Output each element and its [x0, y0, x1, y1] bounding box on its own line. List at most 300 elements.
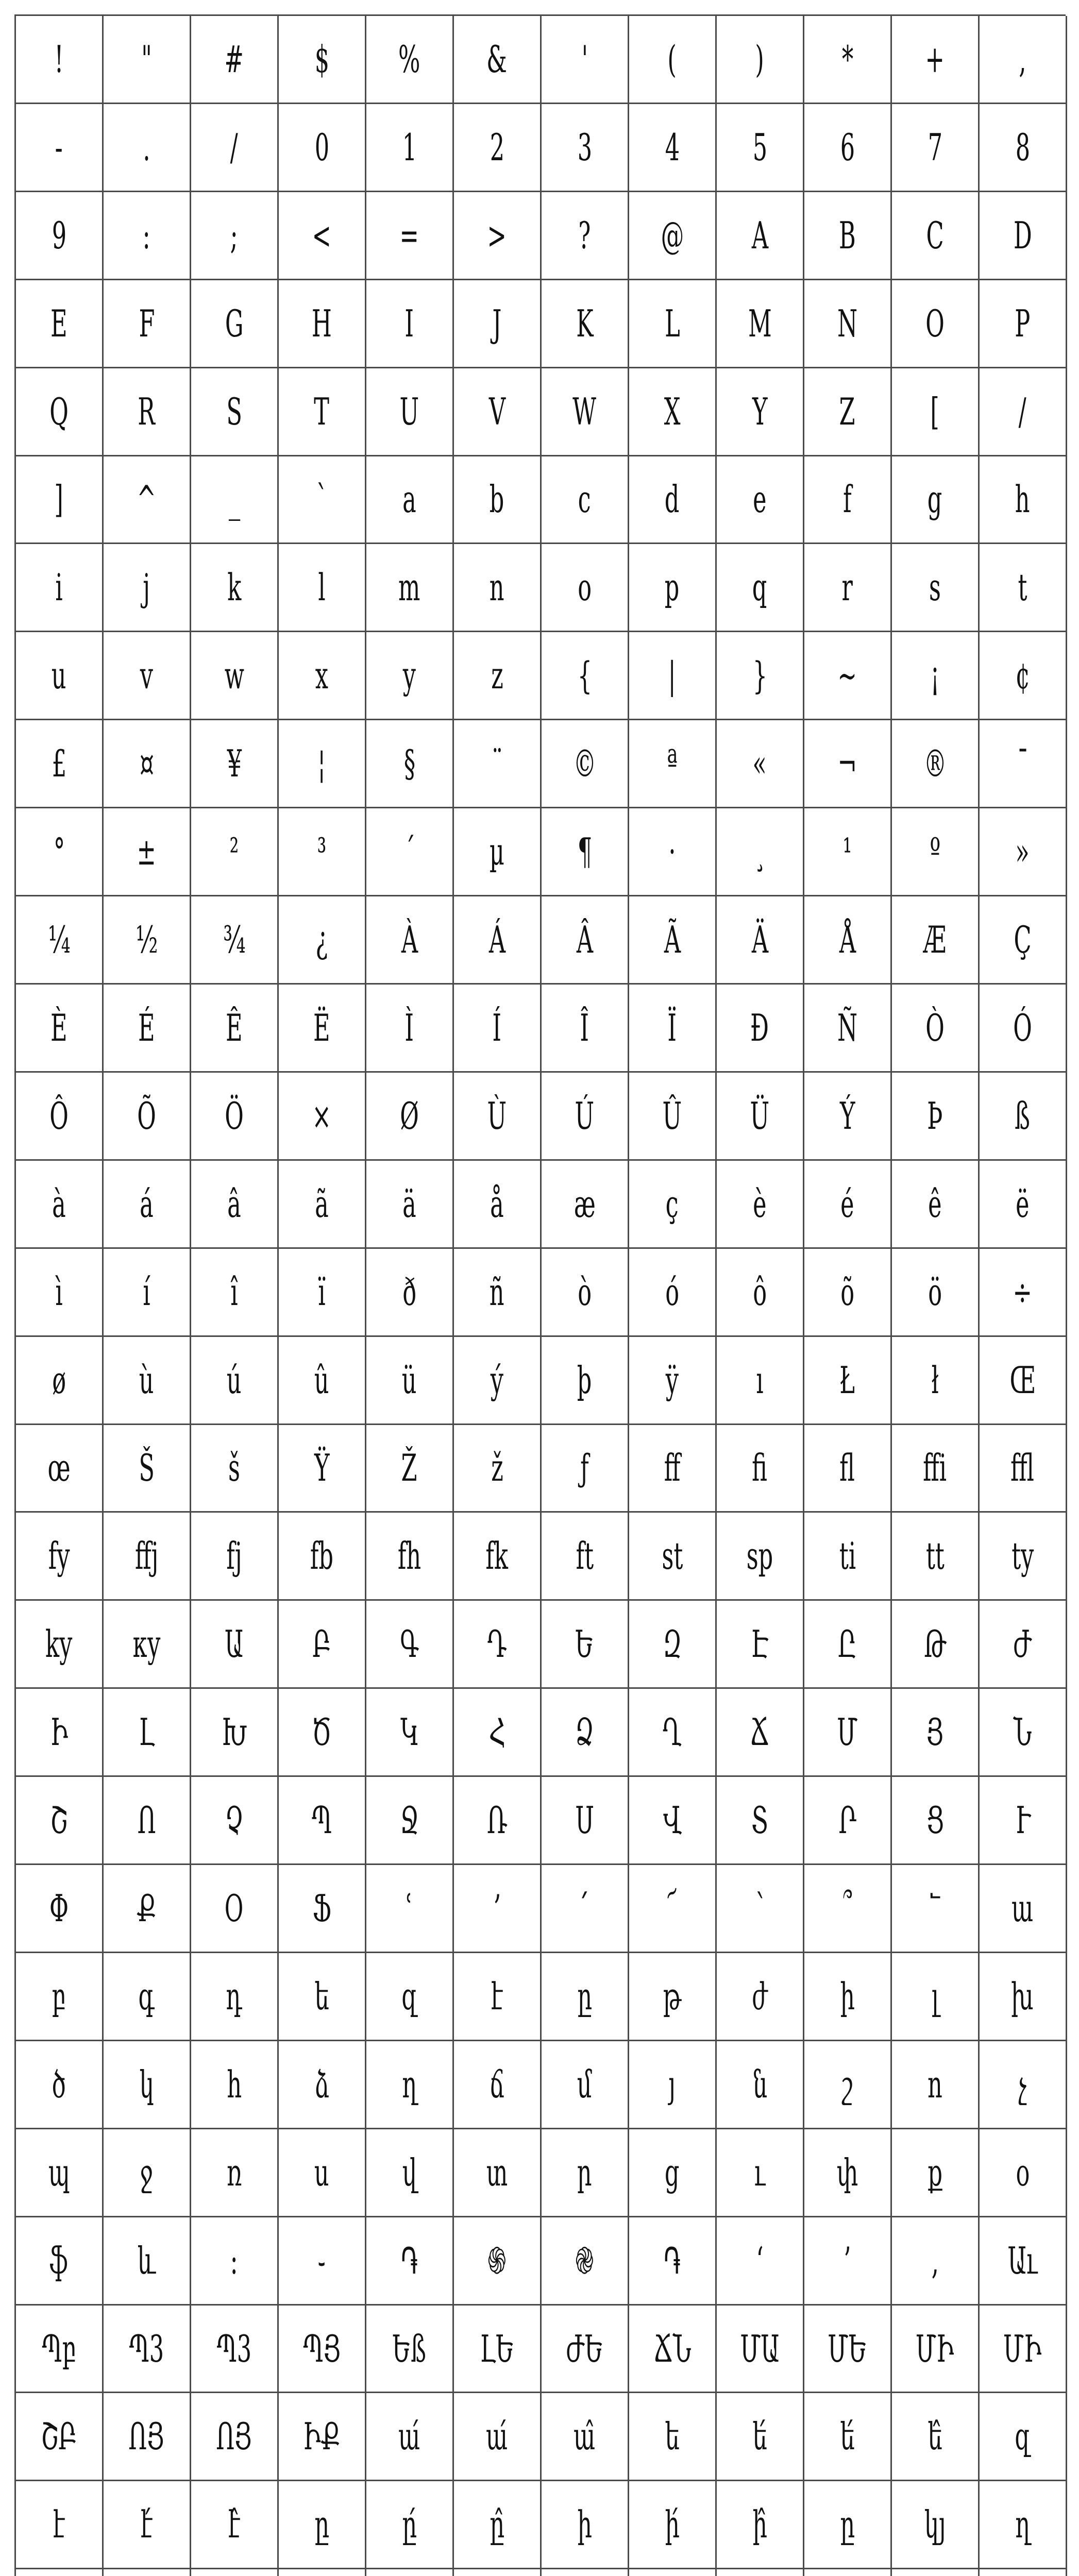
- glyph: ռ: [226, 2150, 242, 2194]
- glyph-cell: [717, 2217, 804, 2306]
- glyph-cell: [16, 2129, 104, 2217]
- glyph: գ: [138, 1974, 155, 2018]
- glyph: տ: [486, 2150, 508, 2194]
- glyph: {: [577, 654, 592, 698]
- glyph: ՃՆ: [653, 2327, 692, 2370]
- glyph: st: [662, 1534, 683, 1578]
- glyph: ©: [573, 742, 596, 786]
- glyph: œ: [47, 1446, 71, 1490]
- glyph: Â: [576, 918, 593, 962]
- glyph-cell: [629, 368, 717, 456]
- glyph-cell: [191, 1337, 279, 1425]
- glyph-cell: [191, 456, 279, 545]
- glyph-cell: [892, 2393, 980, 2481]
- glyph: Û: [662, 1094, 682, 1138]
- glyph: ó: [665, 1270, 679, 1314]
- glyph-cell: [892, 896, 980, 985]
- glyph: fy: [48, 1534, 70, 1578]
- glyph: Փ: [49, 1886, 69, 1930]
- glyph-cell: [454, 720, 542, 808]
- glyph-cell: [454, 2569, 542, 2576]
- glyph-cell: [980, 456, 1067, 545]
- glyph: I: [404, 301, 414, 345]
- glyph-cell: [279, 2481, 366, 2569]
- glyph: Î: [580, 1006, 589, 1049]
- glyph-cell: [104, 985, 191, 1073]
- glyph-cell: [980, 1337, 1067, 1425]
- glyph: å: [490, 1182, 504, 1226]
- glyph: Ì: [404, 1006, 414, 1049]
- glyph-cell: [104, 808, 191, 896]
- glyph-cell: [629, 104, 717, 192]
- glyph: ä: [402, 1182, 416, 1226]
- glyph: Պբ: [42, 2327, 76, 2370]
- glyph: >: [487, 213, 507, 257]
- glyph-cell: [104, 2041, 191, 2129]
- glyph: ԺԵ: [566, 2327, 603, 2370]
- glyph: ֎: [575, 2239, 594, 2282]
- glyph-cell: [104, 280, 191, 368]
- glyph: é: [840, 1182, 854, 1226]
- glyph-cell: [279, 1249, 366, 1337]
- glyph: F: [139, 301, 155, 345]
- glyph: y: [402, 654, 416, 698]
- glyph-cell: [104, 2129, 191, 2217]
- glyph-cell: [16, 104, 104, 192]
- glyph-cell: [279, 192, 366, 280]
- glyph: ա́: [486, 2415, 508, 2459]
- glyph: ~: [837, 654, 857, 698]
- glyph: Ú: [575, 1094, 595, 1138]
- glyph-cell: [892, 456, 980, 545]
- glyph: Ի: [50, 1710, 68, 1754]
- glyph-cell: [16, 1601, 104, 1689]
- glyph-cell: [980, 632, 1067, 720]
- glyph-cell: [980, 16, 1067, 104]
- glyph-cell: [629, 1425, 717, 1513]
- glyph-cell: [892, 1337, 980, 1425]
- glyph-cell: [104, 1161, 191, 1249]
- glyph: Ý: [839, 1094, 855, 1138]
- glyph: 2: [490, 125, 504, 169]
- glyph: ի̂: [752, 2503, 767, 2547]
- glyph-cell: [892, 1689, 980, 1777]
- glyph-cell: [717, 985, 804, 1073]
- glyph: +: [925, 37, 945, 81]
- glyph-cell: [892, 1953, 980, 2041]
- glyph-cell: [279, 1601, 366, 1689]
- glyph-cell: [804, 2129, 892, 2217]
- glyph: ֊: [318, 2239, 326, 2282]
- glyph-cell: [629, 544, 717, 632]
- glyph: í: [143, 1270, 150, 1314]
- glyph-cell: [191, 2481, 279, 2569]
- glyph-cell: [279, 1337, 366, 1425]
- glyph-cell: [191, 1073, 279, 1161]
- glyph-cell: [542, 808, 629, 896]
- glyph-cell: [980, 2041, 1067, 2129]
- glyph: V: [488, 389, 505, 433]
- glyph-cell: [366, 1865, 454, 1953]
- glyph-cell: [542, 2393, 629, 2481]
- glyph-cell: [717, 1601, 804, 1689]
- glyph: R: [138, 389, 156, 433]
- glyph-cell: [191, 2041, 279, 2129]
- glyph: P: [1015, 301, 1031, 345]
- glyph: ft: [576, 1534, 594, 1578]
- glyph: á: [140, 1182, 154, 1226]
- glyph: Å: [839, 918, 856, 962]
- glyph-cell: [542, 2129, 629, 2217]
- glyph: M: [748, 301, 772, 345]
- glyph: fh: [397, 1534, 422, 1578]
- glyph-cell: [717, 2041, 804, 2129]
- glyph-cell: [16, 1425, 104, 1513]
- glyph-cell: [629, 1337, 717, 1425]
- glyph: v: [140, 654, 154, 698]
- glyph-cell: [804, 1161, 892, 1249]
- glyph: ք: [928, 2150, 942, 2194]
- glyph: ł: [931, 1358, 939, 1402]
- glyph: Ž: [401, 1446, 418, 1490]
- glyph: ¨: [491, 742, 503, 786]
- glyph-cell: [804, 368, 892, 456]
- glyph-cell: [191, 2217, 279, 2306]
- glyph-cell: [717, 896, 804, 985]
- glyph: ո: [928, 2062, 942, 2106]
- glyph: ը: [840, 2503, 855, 2547]
- glyph-cell: [804, 896, 892, 985]
- glyph-cell: [717, 808, 804, 896]
- glyph-cell: [892, 1161, 980, 1249]
- glyph: W: [572, 389, 597, 433]
- glyph-cell: [191, 1953, 279, 2041]
- glyph-cell: [104, 2393, 191, 2481]
- glyph: m: [398, 566, 420, 609]
- glyph-cell: [980, 1513, 1067, 1601]
- glyph: T: [314, 389, 330, 433]
- glyph: X: [664, 389, 681, 433]
- glyph: Օ: [224, 1886, 244, 1930]
- glyph-cell: [366, 808, 454, 896]
- glyph-cell: [542, 2217, 629, 2306]
- glyph-cell: [629, 2569, 717, 2576]
- glyph-cell: [16, 1953, 104, 2041]
- glyph: Ե: [575, 1622, 594, 1666]
- glyph: ¢: [1015, 654, 1030, 698]
- glyph-cell: [542, 1161, 629, 1249]
- glyph: Դ: [487, 1622, 507, 1666]
- glyph-cell: [717, 1073, 804, 1161]
- glyph: E: [50, 301, 68, 345]
- glyph-cell: [542, 2569, 629, 2576]
- glyph: µ: [489, 830, 504, 874]
- glyph-cell: [454, 456, 542, 545]
- glyph: Ո: [137, 1799, 156, 1842]
- glyph-cell: [980, 280, 1067, 368]
- glyph-cell: [366, 16, 454, 104]
- glyph: |: [668, 654, 677, 698]
- glyph-cell: [279, 720, 366, 808]
- glyph: fk: [485, 1534, 509, 1578]
- glyph-cell: [191, 544, 279, 632]
- glyph-cell: [717, 1249, 804, 1337]
- glyph-cell: [542, 720, 629, 808]
- glyph: Ð: [750, 1006, 769, 1049]
- glyph: Բ: [312, 1622, 331, 1666]
- glyph: Ö: [225, 1094, 244, 1138]
- glyph: õ: [840, 1270, 854, 1314]
- glyph: ú: [227, 1358, 242, 1402]
- glyph: ³: [317, 830, 327, 874]
- glyph-cell: [980, 1073, 1067, 1161]
- glyph: c: [578, 478, 591, 521]
- glyph: w: [224, 654, 244, 698]
- glyph-cell: [104, 1249, 191, 1337]
- glyph-cell: [104, 2306, 191, 2394]
- glyph: ff: [664, 1446, 681, 1490]
- glyph: ե: [665, 2415, 680, 2459]
- glyph: û: [314, 1358, 329, 1402]
- glyph: ¬: [837, 742, 857, 786]
- glyph: â: [227, 1182, 241, 1226]
- glyph: sp: [746, 1534, 773, 1578]
- glyph: ց: [665, 2150, 680, 2194]
- glyph-cell: [454, 16, 542, 104]
- glyph-cell: [980, 192, 1067, 280]
- glyph-cell: [892, 2041, 980, 2129]
- glyph-cell: [279, 2041, 366, 2129]
- glyph: Ł: [839, 1358, 855, 1402]
- glyph: (: [667, 37, 677, 81]
- glyph-cell: [717, 456, 804, 545]
- glyph-cell: [629, 720, 717, 808]
- glyph-cell: [191, 720, 279, 808]
- glyph: ՞: [842, 1886, 852, 1930]
- glyph: Ü: [750, 1094, 770, 1138]
- glyph: ¶: [577, 830, 592, 874]
- glyph-cell: [892, 2306, 980, 2394]
- glyph-cell: [454, 2481, 542, 2569]
- glyph-cell: [16, 192, 104, 280]
- glyph-cell: [892, 280, 980, 368]
- glyph-cell: [717, 280, 804, 368]
- glyph: բ: [52, 1974, 66, 2018]
- glyph-cell: [542, 1689, 629, 1777]
- glyph-cell: [717, 544, 804, 632]
- glyph-cell: [454, 2041, 542, 2129]
- glyph-cell: [454, 1425, 542, 1513]
- glyph: Չ: [225, 1799, 244, 1842]
- glyph: մ: [577, 2062, 592, 2106]
- glyph: ¯: [1017, 742, 1029, 786]
- glyph: ԼԵ: [480, 2327, 514, 2370]
- glyph-cell: [366, 104, 454, 192]
- glyph: n: [490, 566, 504, 609]
- glyph-cell: [542, 456, 629, 545]
- glyph-cell: [279, 1513, 366, 1601]
- glyph-cell: [16, 2041, 104, 2129]
- glyph: Õ: [137, 1094, 156, 1138]
- glyph-cell: [804, 2217, 892, 2306]
- glyph-cell: [980, 720, 1067, 808]
- glyph-cell: [717, 368, 804, 456]
- glyph: խ: [1011, 1974, 1034, 2018]
- glyph-cell: [980, 2129, 1067, 2217]
- glyph: ½: [135, 918, 158, 962]
- glyph: D: [1013, 213, 1032, 257]
- glyph: 1: [402, 125, 417, 169]
- glyph-cell: [892, 1865, 980, 1953]
- glyph-cell: [279, 104, 366, 192]
- glyph: ֏: [401, 2239, 418, 2282]
- glyph: ö: [928, 1270, 942, 1314]
- glyph-cell: [104, 896, 191, 985]
- glyph-cell: [454, 1601, 542, 1689]
- glyph: Հ: [488, 1710, 505, 1754]
- glyph-cell: [454, 2129, 542, 2217]
- glyph: ¹: [842, 830, 852, 874]
- glyph-cell: [279, 2129, 366, 2217]
- glyph-cell: [980, 2393, 1067, 2481]
- glyph-cell: [16, 2393, 104, 2481]
- glyph: º: [929, 830, 940, 874]
- glyph-cell: [454, 280, 542, 368]
- glyph: ը̂: [490, 2503, 504, 2547]
- glyph: K: [576, 301, 594, 345]
- glyph: ե́: [752, 2415, 767, 2459]
- glyph: É: [138, 1006, 155, 1049]
- glyph-cell: [804, 1513, 892, 1601]
- glyph-cell: [366, 1161, 454, 1249]
- glyph: ւ: [754, 2150, 766, 2194]
- glyph: ։: [230, 2239, 239, 2282]
- glyph: U: [399, 389, 419, 433]
- glyph-cell: [804, 2306, 892, 2394]
- glyph: չ: [1018, 2062, 1027, 2106]
- glyph: ծ: [52, 2062, 66, 2106]
- glyph-cell: [804, 1425, 892, 1513]
- glyph: ã: [315, 1182, 329, 1226]
- glyph: }: [752, 654, 767, 698]
- glyph: k: [227, 566, 242, 609]
- glyph-cell: [366, 2481, 454, 2569]
- glyph-cell: [629, 1953, 717, 2041]
- glyph-cell: [454, 1513, 542, 1601]
- glyph: °: [53, 830, 65, 874]
- glyph-cell: [279, 1161, 366, 1249]
- glyph-cell: [104, 1601, 191, 1689]
- glyph: Ï: [667, 1006, 677, 1049]
- glyph-cell: [542, 1249, 629, 1337]
- glyph-cell: [717, 1953, 804, 2041]
- glyph: է́: [141, 2503, 153, 2547]
- glyph-cell: [629, 2041, 717, 2129]
- glyph-cell: [717, 1425, 804, 1513]
- glyph: վ: [402, 2150, 417, 2194]
- glyph: Խ: [222, 1710, 247, 1754]
- glyph-cell: [366, 456, 454, 545]
- glyph-cell: [16, 1073, 104, 1161]
- glyph-cell: [542, 2306, 629, 2394]
- glyph: ð: [402, 1270, 416, 1314]
- glyph-cell: [980, 1865, 1067, 1953]
- glyph: ՄԱ: [740, 2327, 780, 2370]
- glyph: È: [50, 1006, 68, 1049]
- glyph: Տ: [751, 1799, 768, 1842]
- glyph-cell: [542, 104, 629, 192]
- glyph: հ: [227, 2062, 242, 2106]
- glyph-cell: [980, 1689, 1067, 1777]
- glyph: Š: [139, 1446, 155, 1490]
- glyph: ե̂: [928, 2415, 942, 2459]
- glyph: ¾: [223, 918, 246, 962]
- glyph: ^: [137, 478, 157, 521]
- glyph: ку: [132, 1622, 161, 1666]
- glyph: ֏: [664, 2239, 681, 2282]
- glyph-cell: [717, 2129, 804, 2217]
- glyph: Œ: [1009, 1358, 1036, 1402]
- glyph: Ñ: [837, 1006, 858, 1049]
- glyph-cell: [16, 720, 104, 808]
- glyph-cell: [454, 632, 542, 720]
- glyph-cell: [717, 1513, 804, 1601]
- glyph: ժ: [752, 1974, 768, 2018]
- glyph-cell: [454, 1865, 542, 1953]
- glyph-cell: [366, 192, 454, 280]
- glyph: ջ: [140, 2150, 154, 2194]
- glyph: ç: [665, 1182, 679, 1226]
- glyph: ¤: [139, 742, 154, 786]
- glyph: ê: [928, 1182, 942, 1226]
- glyph: i: [55, 566, 63, 609]
- glyph: à: [52, 1182, 66, 1226]
- glyph-cell: [366, 2569, 454, 2576]
- glyph-cell: [804, 632, 892, 720]
- glyph: Ջ: [399, 1799, 419, 1842]
- glyph: À: [401, 918, 418, 962]
- glyph-cell: [104, 456, 191, 545]
- glyph: Ը: [838, 1622, 857, 1666]
- glyph-cell: [542, 1953, 629, 2041]
- glyph: fj: [226, 1534, 242, 1578]
- glyph-cell: [454, 544, 542, 632]
- glyph: /: [230, 125, 239, 169]
- glyph-cell: [279, 985, 366, 1073]
- glyph: ı: [756, 1358, 764, 1402]
- glyph-cell: [542, 1337, 629, 1425]
- glyph: ²: [229, 830, 239, 874]
- glyph-cell: [804, 985, 892, 1073]
- glyph-cell: [629, 1249, 717, 1337]
- glyph-cell: [980, 1161, 1067, 1249]
- glyph: Y: [752, 389, 768, 433]
- glyph-cell: [104, 104, 191, 192]
- glyph: z: [491, 654, 503, 698]
- glyph: Ê: [226, 1006, 243, 1049]
- glyph: q: [752, 566, 767, 609]
- glyph: Ù: [487, 1094, 507, 1138]
- glyph-cell: [16, 2306, 104, 2394]
- glyph-cell: [454, 1953, 542, 2041]
- glyph: ՝: [755, 1886, 764, 1930]
- glyph: օ: [1015, 2150, 1030, 2194]
- glyph: կ: [139, 2062, 154, 2106]
- glyph-cell: [892, 808, 980, 896]
- glyph-cell: [279, 1777, 366, 1865]
- glyph: Ռ: [486, 1799, 508, 1842]
- glyph: ’: [844, 2239, 851, 2282]
